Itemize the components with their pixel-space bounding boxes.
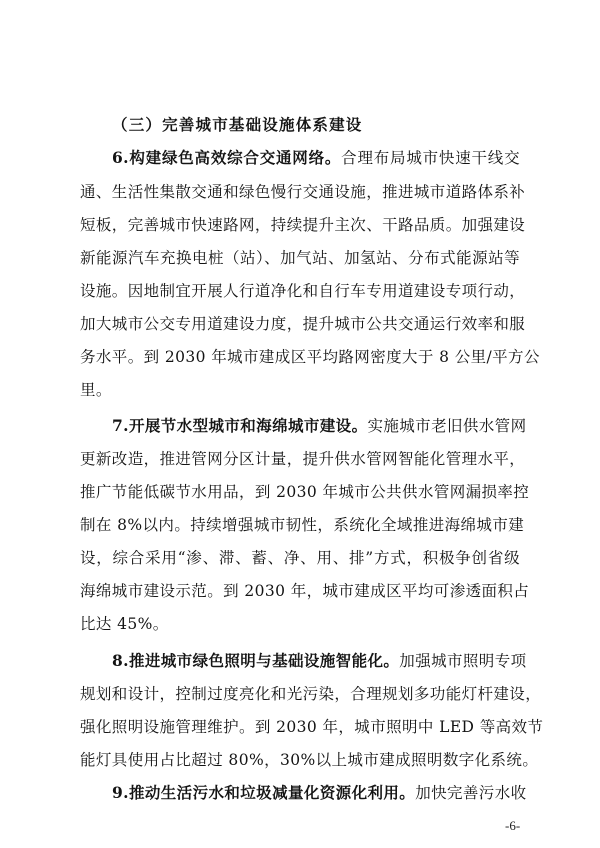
paragraph-6-line-2: 通、生活性集散交通和绿色慢行交通设施，推进城市道路体系补 xyxy=(80,183,526,201)
paragraph-8-line-1: 8.推进城市绿色照明与基础设施智能化。加强城市照明专项 xyxy=(112,651,527,670)
paragraph-8-line-3: 强化照明设施管理维护。到 2030 年，城市照明中 LED 等高效节 xyxy=(80,718,544,736)
paragraph-7-line-3: 推广节能低碳节水用品，到 2030 年城市公共供水管网漏损率控 xyxy=(80,483,530,501)
paragraph-8-line-2: 规划和设计，控制过度亮化和光污染，合理规划多功能灯杆建设， xyxy=(80,685,542,703)
paragraph-9-lead: 9.推动生活污水和垃圾减量化资源化利用。 xyxy=(112,783,416,802)
paragraph-6-lead: 6.构建绿色高效综合交通网络。 xyxy=(112,148,342,167)
paragraph-6-line-4: 新能源汽车充换电桩（站）、加气站、加氢站、分布式能源站等 xyxy=(80,249,520,267)
paragraph-7-line-2: 更新改造，推进管网分区计量，提升供水管网智能化管理水平， xyxy=(80,450,526,468)
paragraph-7-line-5: 设，综合采用“渗、滞、蓄、净、用、排”方式，积极争创省级 xyxy=(80,549,520,567)
paragraph-6-line-5: 设施。因地制宜开展人行道净化和自行车专用道建设专项行动， xyxy=(80,282,526,300)
paragraph-6-line-3: 短板，完善城市快速路网，持续提升主次、干路品质。加强建设 xyxy=(80,216,526,234)
paragraph-6-line-6: 加大城市公交专用道建设力度，提升城市公共交通运行效率和服 xyxy=(80,315,526,333)
paragraph-8-line-4: 能灯具使用占比超过 80%，30%以上城市建成照明数字化系统。 xyxy=(80,751,539,769)
paragraph-8-lead: 8.推进城市绿色照明与基础设施智能化。 xyxy=(112,651,400,670)
section-heading: （三）完善城市基础设施体系建设 xyxy=(112,115,363,134)
paragraph-7-line-1: 7.开展节水型城市和海绵城市建设。实施城市老旧供水管网 xyxy=(112,416,527,435)
paragraph-6-line-7: 务水平。到 2030 年城市建成区平均路网密度大于 8 公里/平方公 xyxy=(80,348,540,366)
paragraph-6-line-8: 里。 xyxy=(80,381,112,399)
paragraph-7-line-6: 海绵城市建设示范。到 2030 年，城市建成区平均可渗透面积占 xyxy=(80,582,530,600)
paragraph-6-line-1: 6.构建绿色高效综合交通网络。合理布局城市快速干线交 xyxy=(112,148,520,167)
paragraph-7-line-7: 比达 45%。 xyxy=(80,615,169,633)
paragraph-7-line-4: 制在 8%以内。持续增强城市韧性，系统化全域推进海绵城市建 xyxy=(80,516,525,534)
page-number: -6- xyxy=(505,818,521,833)
paragraph-7-lead: 7.开展节水型城市和海绵城市建设。 xyxy=(112,416,368,435)
paragraph-9-line-1: 9.推动生活污水和垃圾减量化资源化利用。加快完善污水收 xyxy=(112,783,527,802)
